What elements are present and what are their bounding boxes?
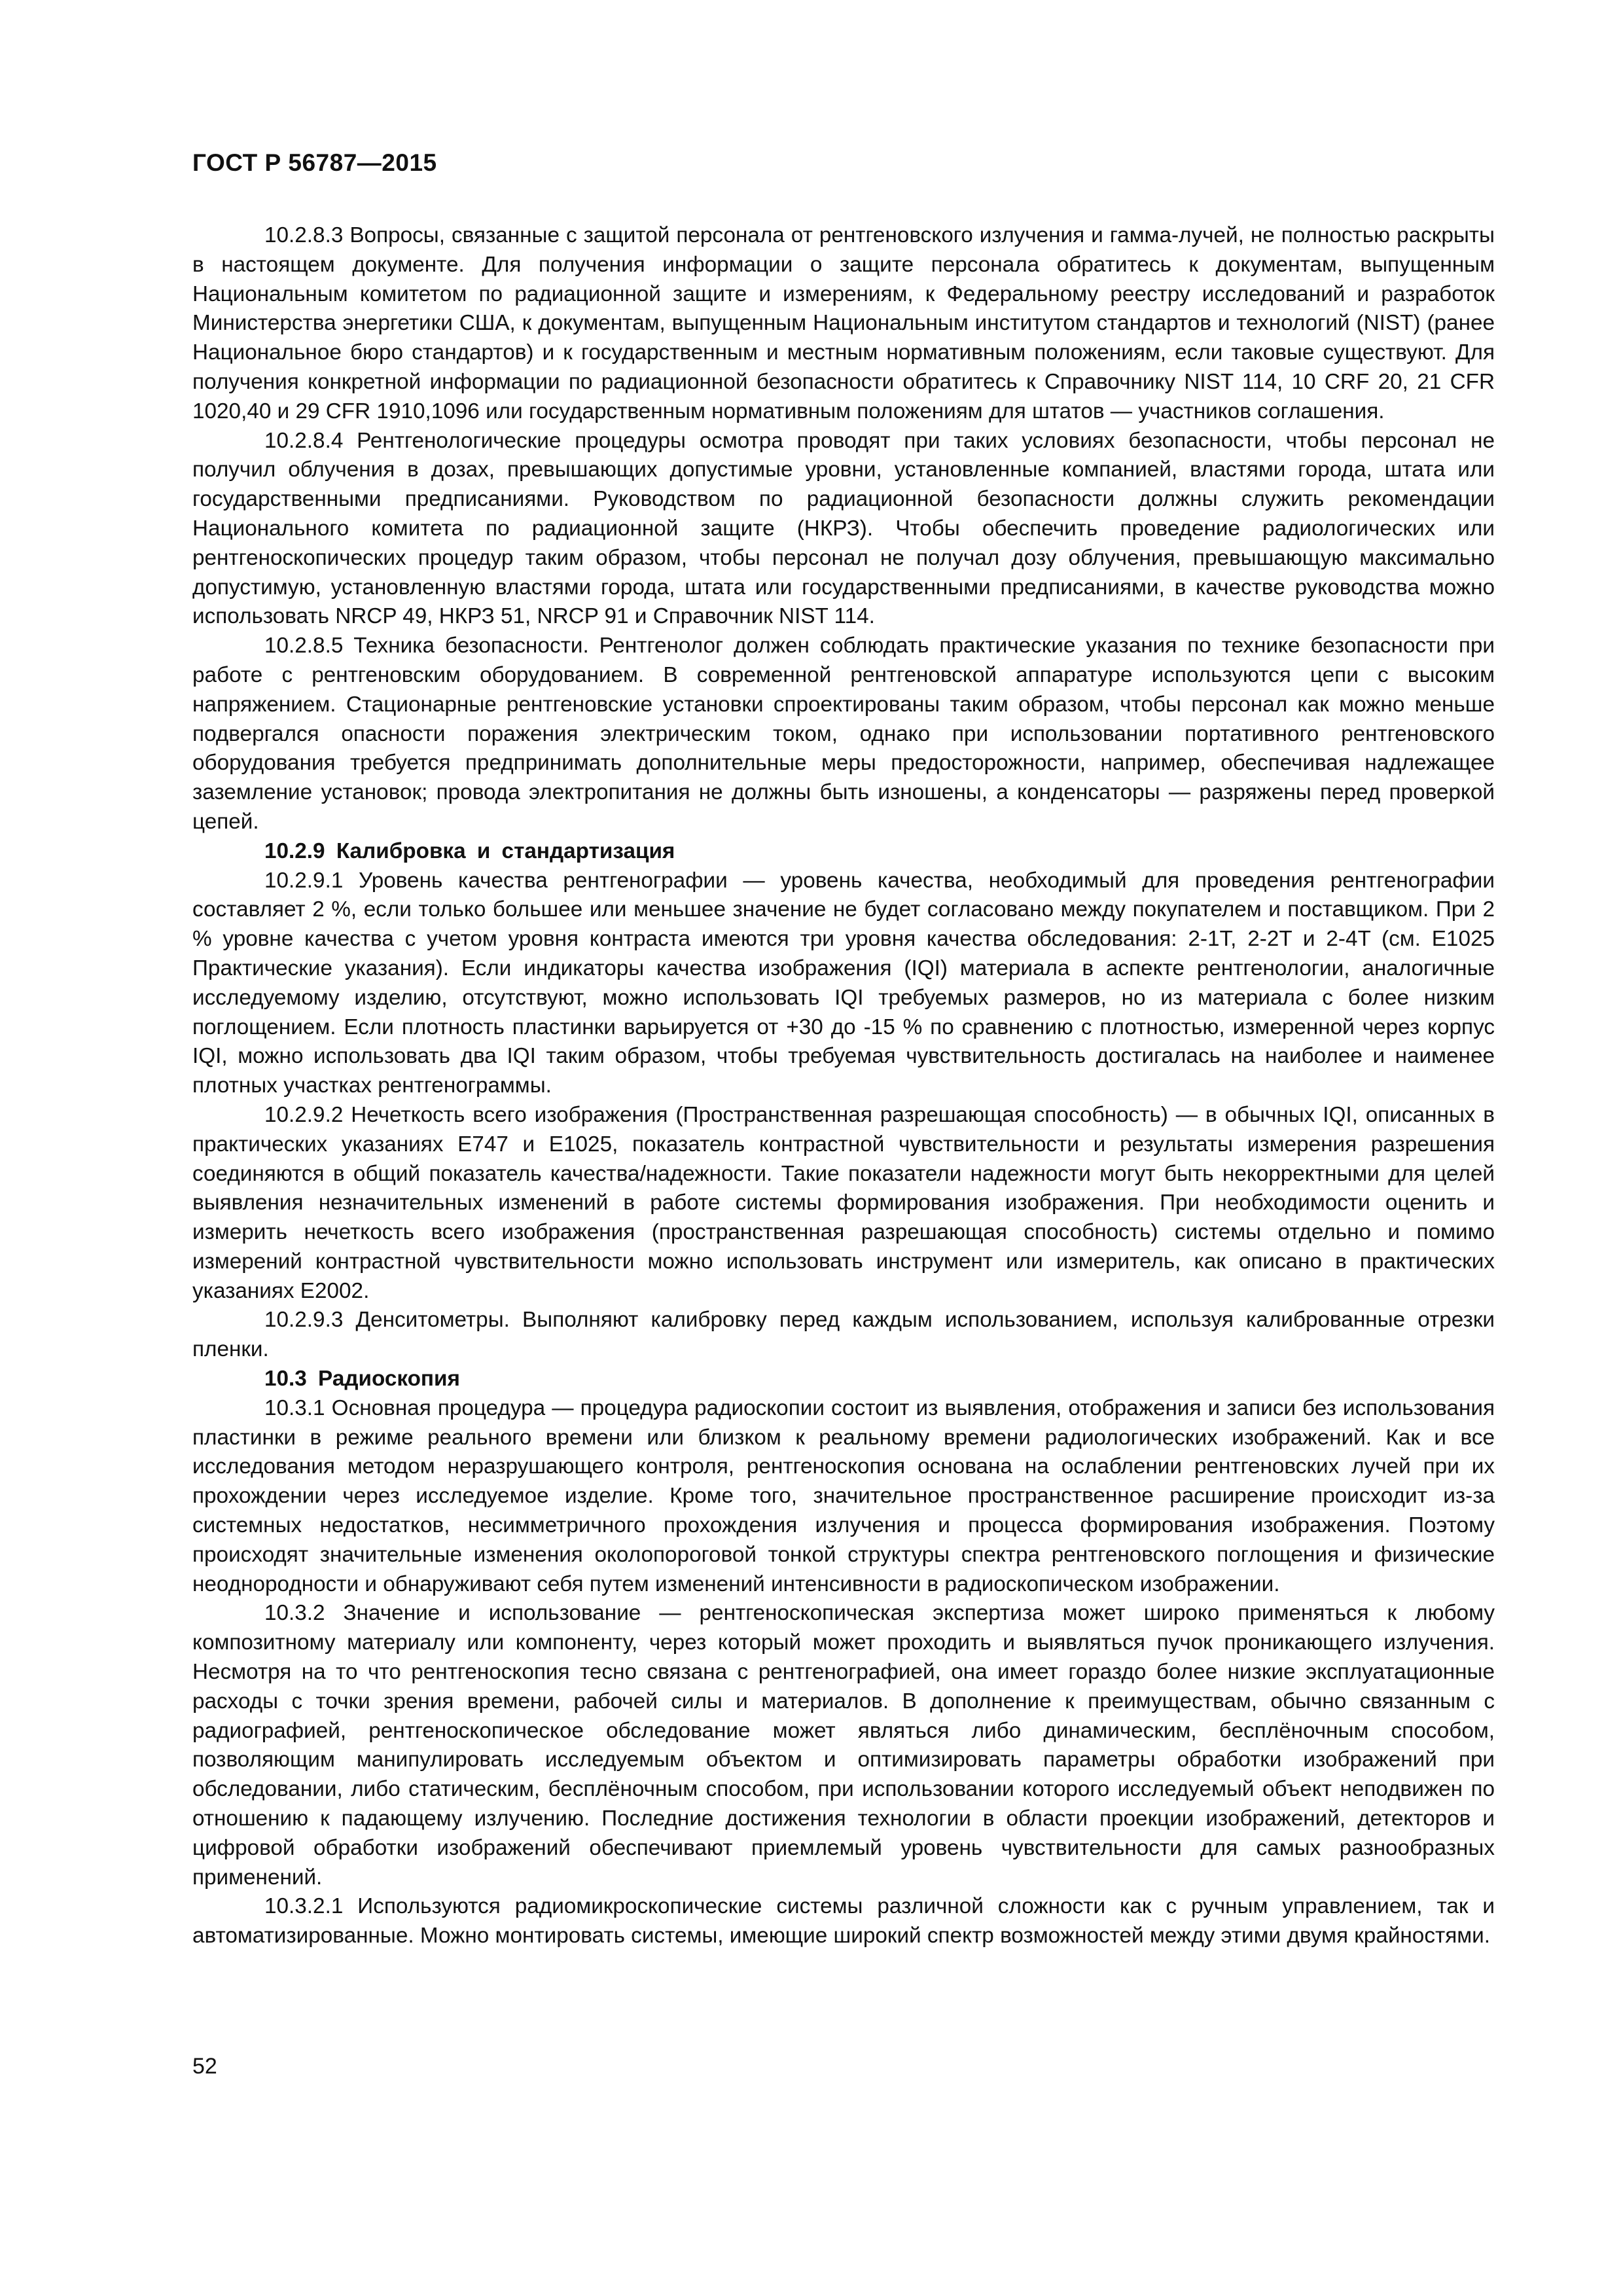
paragraph-10-2-8-5: 10.2.8.5 Техника безопасности. Рентгенолог должен соблюдать практические указания по технике безопасности при работе с рентгеновским оборудованием. В современной рентгеновской аппаратуре используются цепи с высоким напряжением. Стационарные рентгеновские установки спроектированы таким образом, чтобы персонал как можно меньше подвергался опасности поражения электрическим током, однако при использовании портативного рентгеновского оборудования требуется предпринимать дополнительные меры предосторожности, например, обеспечивая надлежащее заземление установок; провода электропитания не должны быть изношены, а конденсаторы — разряжены перед проверкой цепей. xyxy=(192,634,1495,834)
document-id-header: ГОСТ Р 56787—2015 xyxy=(192,149,437,176)
paragraph-10-2-8-4: 10.2.8.4 Рентгенологические процедуры осмотра проводят при таких условиях безопасности, чтобы персонал не получил облучения в дозах, превышающих допустимые уровни, установленные компанией, властями города, штата или государственными предписаниями. Руководством по радиационной безопасности должны служить рекомендации Национального комитета по радиационной защите (НКРЗ). Чтобы обеспечить проведение радиологических или рентгеноскопических процедур таким образом, чтобы персонал не получал дозу облучения, превышающую максимально допустимую, установленную властями города, штата или государственными предписаниями, в качестве руководства можно использовать NRCP 49, НКРЗ 51, NRCP 91 и Справочник NIST 114. xyxy=(192,428,1495,629)
section-heading-10-3: 10.3 Радиоскопия xyxy=(264,1367,460,1391)
paragraph-10-2-9-1: 10.2.9.1 Уровень качества рентгенографии — уровень качества, необходимый для проведения рентгенографии составляет 2 %, если только большее или меньшее значение не будет согласовано между покупателем и поставщиком. При 2 % уровне качества с учетом уровня контраста имеются три уровня качества обследования: 2-1T, 2-2T и 2-4T (см. E1025 Практические указания). Если индикаторы качества изображения (IQI) материала в аспекте рентгенологии, аналогичные исследуемому изделию, отсутствуют, можно использовать IQI требуемых размеров, но из материала с более низким поглощением. Если плотность пластинки варьируется от +30 до -15 % по сравнению с плотностью, измеренной через корпус IQI, можно использовать два IQI таким образом, чтобы требуемая чувствительность достигалась на наиболее и наименее плотных участках рентгенограммы. xyxy=(192,868,1495,1098)
paragraph-10-3-1: 10.3.1 Основная процедура — процедура радиоскопии состоит из выявления, отображения и записи без использования пластинки в режиме реального времени или близком к реальному времени радиологических изображений. Как и все исследования методом неразрушающего контроля, рентгеноскопия основана на ослаблении рентгеновских лучей при их прохождении через исследуемое изделие. Кроме того, значительное пространственное расширение происходит из-за системных недостатков, несимметричного прохождения излучения и процесса формирования изображения. Поэтому происходят значительные изменения околопороговой тонкой структуры спектра рентгеновского поглощения и физические неоднородности и обнаруживают себя путем изменений интенсивности в радиоскопическом изображении. xyxy=(192,1395,1495,1596)
paragraph-10-3-2-1: 10.3.2.1 Используются радиомикроскопические системы различной сложности как с ручным управлением, так и автоматизированные. Можно монтировать системы, имеющие широкий спектр возможностей между этими двумя крайностями. xyxy=(192,1894,1495,1948)
section-heading-10-2-9: 10.2.9 Калибровка и стандартизация xyxy=(264,838,675,863)
paragraph-10-2-9-3: 10.2.9.3 Денситометры. Выполняют калибровку перед каждым использованием, используя калиброванные отрезки пленки. xyxy=(192,1308,1495,1362)
document-body xyxy=(192,221,1495,1951)
paragraph-10-2-8-3: 10.2.8.3 Вопросы, связанные с защитой персонала от рентгеновского излучения и гамма-лучей, не полностью раскрыты в настоящем документе. Для получения информации о защите персонала обратитесь к документам, выпущенным Национальным комитетом по радиационной защите и измерениям, к Федеральному реестру исследований и разработок Министерства энергетики США, к документам, выпущенным Национальным институтом стандартов и технологий (NIST) (ранее Национальное бюро стандартов) и к государственным и местным нормативным положениям, если таковые существуют. Для получения конкретной информации по радиационной безопасности обратитесь к Справочнику NIST 114, 10 CRF 20, 21 CFR 1020,40 и 29 CFR 1910,1096 или государственным нормативным положениям для штатов — участников соглашения. xyxy=(192,223,1495,423)
paragraph-10-3-2: 10.3.2 Значение и использование — рентгеноскопическая экспертиза может широко применяться к любому композитному материалу или компоненту, через который может проходить и выявляться пучок проникающего излучения. Несмотря на то что рентгеноскопия тесно связана с рентгенографией, она имеет гораздо более низкие эксплуатационные расходы с точки зрения времени, рабочей силы и материалов. В дополнение к преимуществам, обычно связанным с радиографией, рентгеноскопическое обследование может являться либо динамическим, бесплёночным способом, позволяющим манипулировать исследуемым объектом и оптимизировать параметры обработки изображений при обследовании, либо статическим, бесплёночным способом, при использовании которого исследуемый объект неподвижен по отношению к падающему излучению. Последние достижения технологии в области проекции изображений, детекторов и цифровой обработки изображений обеспечивают приемлемый уровень чувствительности для самых разнообразных применений. xyxy=(192,1601,1495,1890)
page-number: 52 xyxy=(192,2054,217,2079)
paragraph-10-2-9-2: 10.2.9.2 Нечеткость всего изображения (Пространственная разрешающая способность) — в обычных IQI, описанных в практических указаниях E747 и E1025, показатель контрастной чувствительности и результаты измерения разрешения соединяются в общий показатель качества/надежности. Такие показатели надежности могут быть некорректными для целей выявления незначительных изменений в работе системы формирования изображения. При необходимости оценить и измерить нечеткость всего изображения (пространственная разрешающая способность) системы отдельно и помимо измерений контрастной чувствительности можно использовать инструмент или измеритель, как описано в практических указаниях E2002. xyxy=(192,1102,1495,1303)
